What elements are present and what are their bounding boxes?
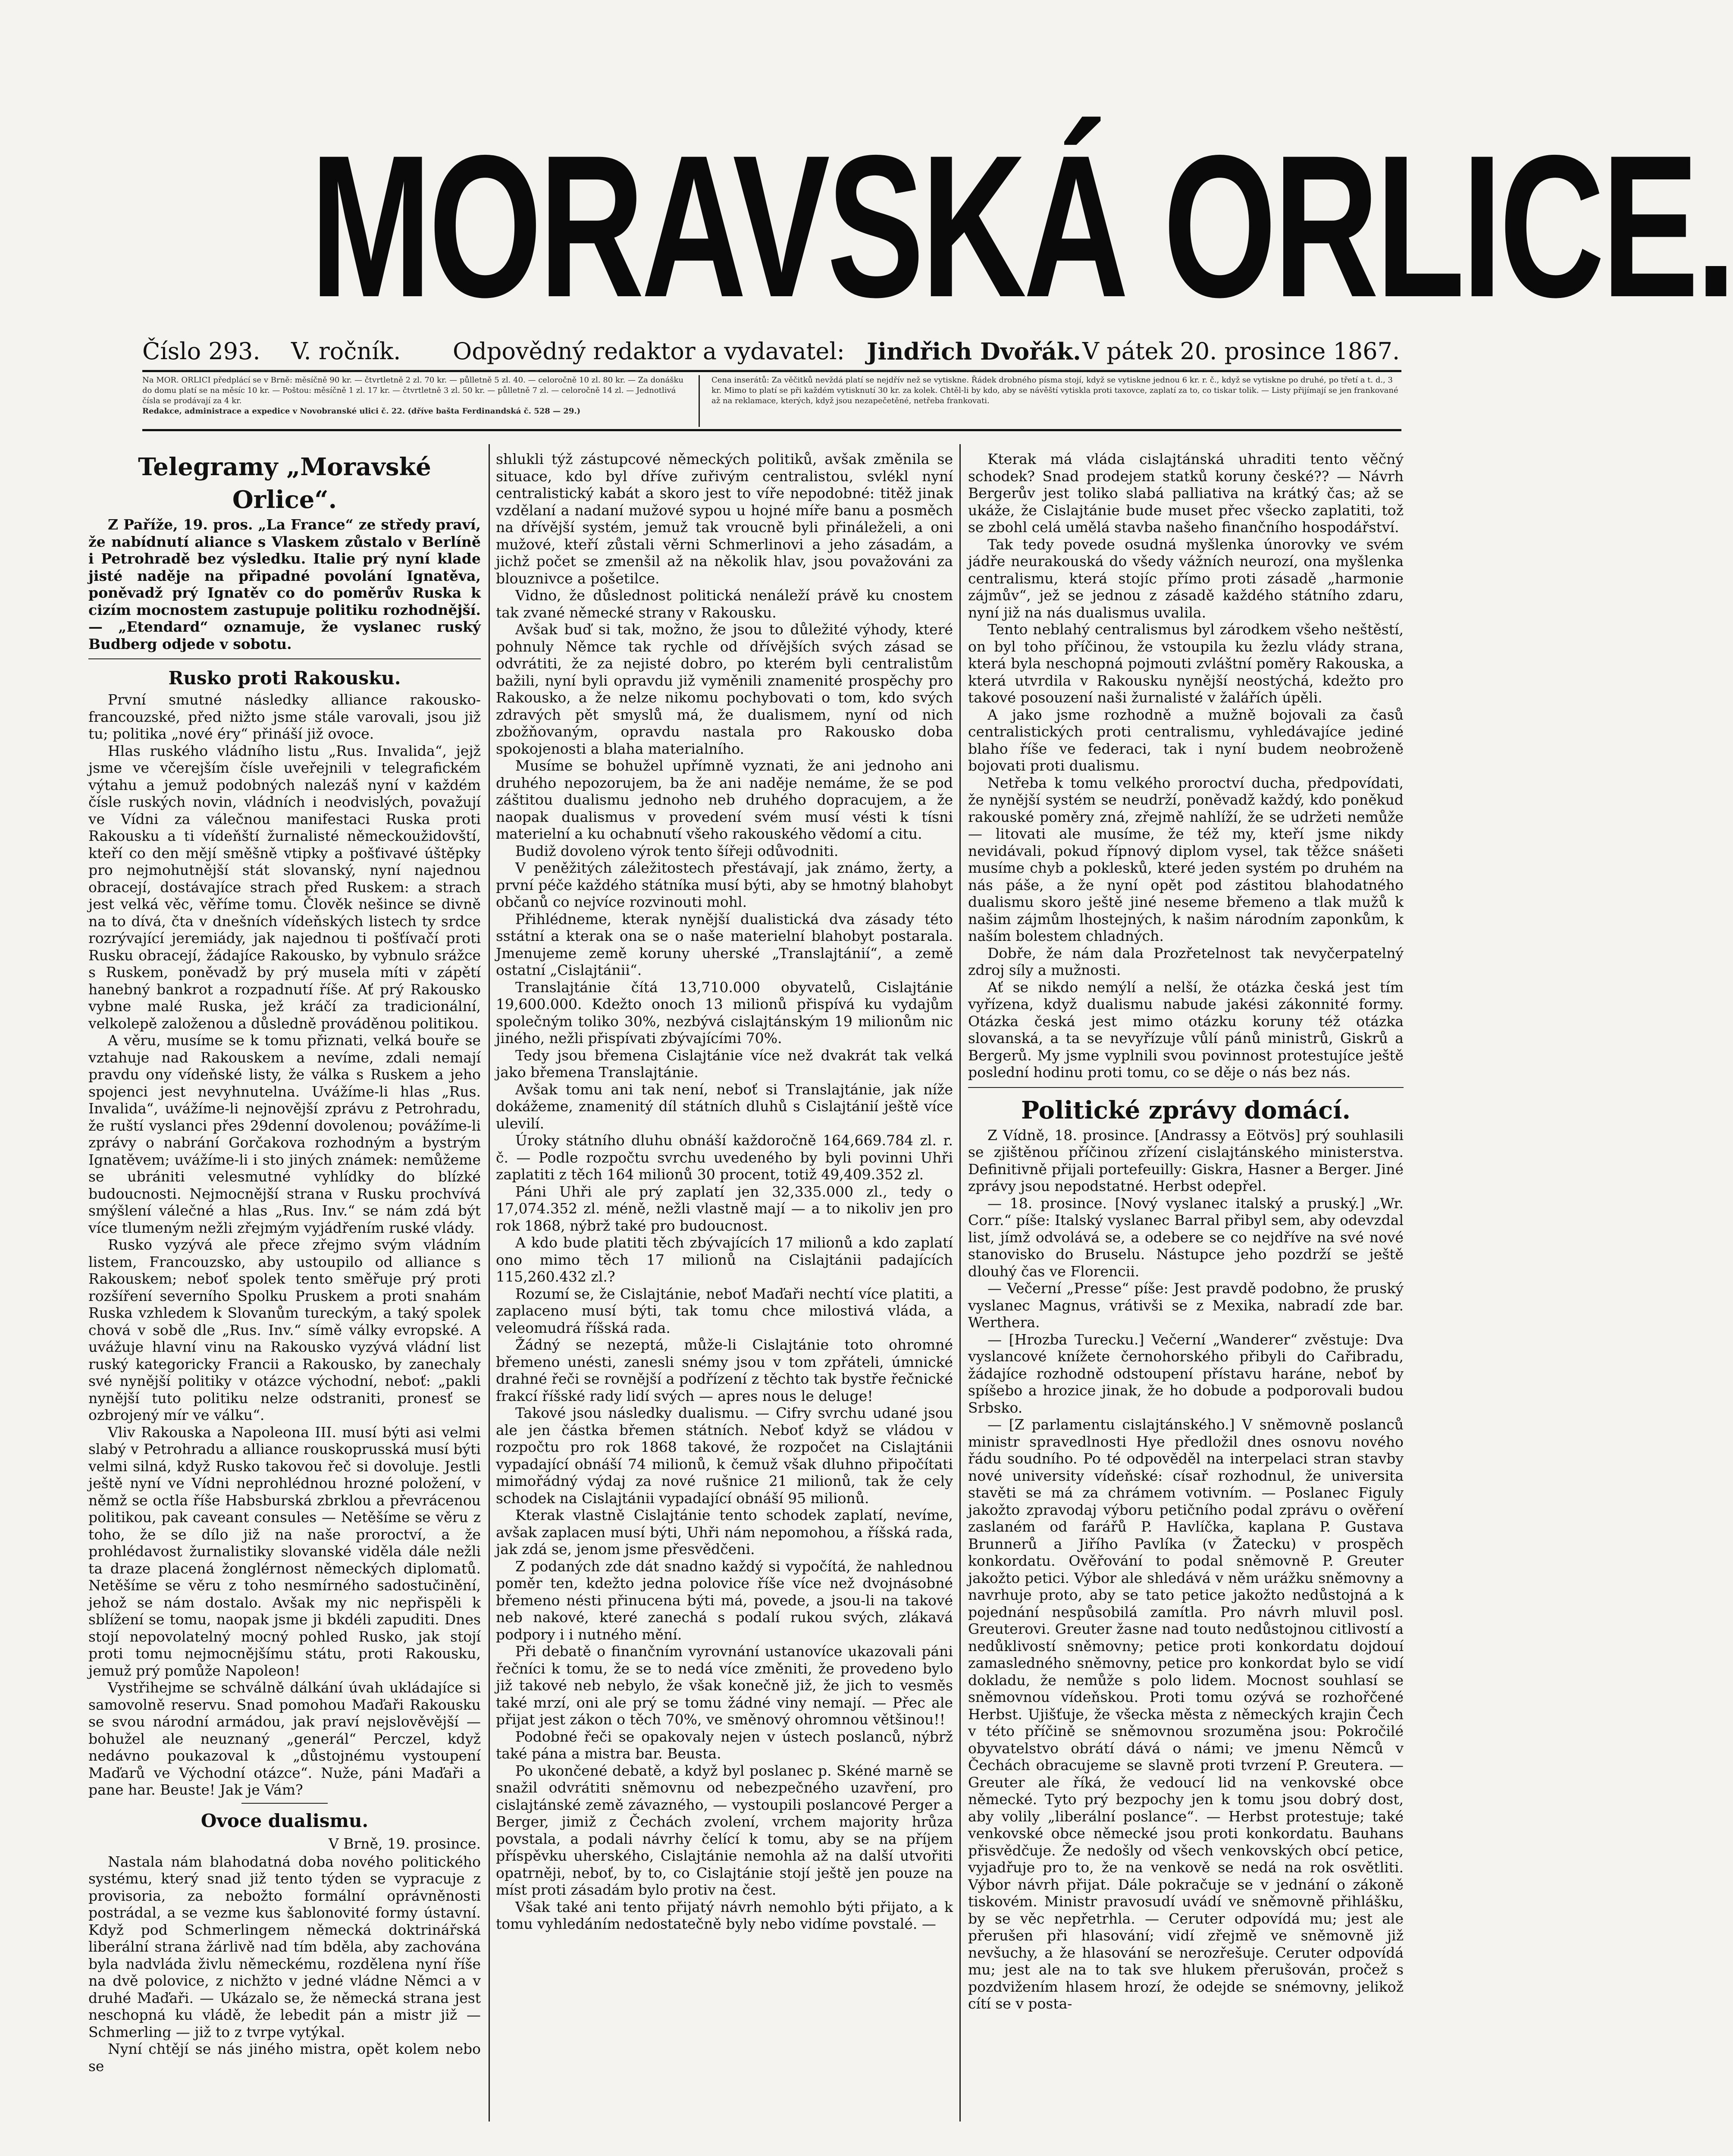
column-2 (496, 451, 953, 2124)
section-rule (968, 1087, 1404, 1088)
article-paragraph: Úroky státního dluhu obnáší každoročně 164,669.784 zl. r. č. — Podle rozpočtu svrchu uvedeného by byli povinni Uhři zaplatiti z těch 164 milionů 30 procent, totiž 49,409.352 zl. (496, 1132, 953, 1183)
office-address: Redakce, administrace a expedice v Novobranské ulici č. 22. (dříve bašta Ferdinandská č. 528 — 29.) (142, 407, 581, 416)
article-paragraph: Dobře, že nám dala Prozřetelnost tak nevyčerpatelný zdroj síly a mužnosti. (968, 944, 1404, 978)
issue-date: V pátek 20. prosince 1867. (1082, 338, 1400, 365)
header-top-rule (142, 370, 1401, 372)
article-paragraph: Kterak vlastně Cislajtánie tento schodek zaplatí, nevíme, avšak zaplacen musí býti, Uhři nám nepomohou, a říšská rada, jak zdá se, jenom jsme přesvědčeni. (496, 1507, 953, 1557)
column-3 (968, 451, 1404, 2124)
volume: V. ročník. (291, 338, 401, 365)
article-paragraph: První smutné následky alliance rakousko-francouzské, před nižto jsme stále varovali, jsou již tu; politika „nové éry“ přináší již ovoce. (88, 691, 481, 742)
article-paragraph: Žádný se nezeptá, může-li Cislajtánie toto ohromné břemeno unésti, zanesli snémy jsou v tom zpřáteli, úmnické drahné řeči se rovnější a podřízení z těchto tak bystře řečnické frakcí říšské rady lidí svých — apres nous le deluge! (496, 1336, 953, 1404)
subscription-text: Na MOR. ORLICI předplácí se v Brně: měsíčně 90 kr. — čtvrtletně 2 zl. 70 kr. — půlletně 5 zl. 40. — celoročně 10 zl. 80 kr. — Za donášku do domu platí se na měsíc 10 kr. — Poštou: měsíčně 1 zl. 17 kr. — čtvrtletně 3 zl. 50 kr. — půlletně 7 zl. — celoročně 14 zl. — Jednotlivá čísla se prodávají za 4 kr. (142, 376, 684, 405)
article-paragraph: V peněžitých záležitostech přestávají, jak známo, žerty, a první péče každého státníka musí býti, aby se hmotný blahobyt občanů co nejvíce rozvinouti mohl. (496, 859, 953, 910)
article-paragraph: Avšak buď si tak, možno, že jsou to důležité výhody, které pohnuly Němce tak rychle od dřívějších svých zásad se odvrátiti, že za nejisté dobro, po kterém byli centralistům bažili, nyní byli opravdu již vyměnili znamenité prospěchy pro Rakousko, a že nelze nikomu pochybovati o tom, kdo svých zdravých pět smyslů má, že dualismem, nyní od nich zbožňovaným, opravdu nastala pro Rakousko doba spokojenosti a blaha materialního. (496, 621, 953, 757)
article-paragraph: Budiž dovoleno výrok tento šířeji odůvodniti. (515, 842, 839, 859)
subscription-info (142, 375, 686, 427)
article-paragraph: A jako jsme rozhodně a mužně bojovali za časů centralistických proti centralismu, vyhledávajíce jediné blaho říše ve federaci, tak i nyní budem neobroženě bojovati proti dualismu. (968, 706, 1404, 774)
subinfo-divider (699, 375, 700, 427)
article-paragraph: Takové jsou následky dualismu. — Cifry svrchu udané jsou ale jen částka břemen státních. Neboť když se vládou v rozpočtu pro rok 1868 takové, že rozpočet na Cislajtánii vypadající obnáší 74 milionů, k čemuž však dluhno připočítati mimořádný výdaj za nové rušnice 21 milionů, tak že cely schodek na Cislajtánii vypadající obnáší 95 milionů. (496, 1404, 953, 1507)
article-paragraph: Musíme se bohužel upřímně vyznati, že ani jednoho ani druhého nepozorujem, ba že ani naděje nemáme, že se pod záštitou dualismu jednoho neb druhého dopracujem, a že naopak dualismus v provedení svém musí vésti k tísni materielní a ku ochabnutí všeho rakouského vědomí a citu. (496, 757, 953, 842)
dateline: V Brně, 19. prosince. (328, 1835, 481, 1852)
telegram-text: Z Paříže, 19. pros. „La France“ ze středy praví, že nabídnutí aliance s Vlaskem zůstalo v Berlíně i Petrohradě bez výsledku. Italie prý nyní klade jisté naděje na připadné povolání Ignatěva, poněvadž prý Ignatěv co do poměrův Ruska k cizím mocnostem zastupuje politiku rozhodnější. — „Etendard“ oznamuje, že vyslanec ruský Budberg odjede v sobotu. (88, 516, 481, 652)
article-paragraph: — [Z parlamentu cislajtánského.] V sněmovně poslanců ministr spravedlnosti Hye předložil dnes osnovu nového řádu soudního. Po té odpověděl na interpelaci stran stavby nové university vídeňské: císař rozhodnul, že universita stavěti se má za chrámem votivním. — Poslanec Figuly jakožto zpravodaj výboru petičního podal zprávu o ověření zaslaném od farářů P. Havlíčka, kaplana P. Gustava Brunnerů a Jiřího Pavlíka (v Žatecku) v prospěch konkordatu. Ověřování to podal sněmovně P. Greuter jakožto petici. Výbor ale shledává v něm urážku sněmovny a navrhuje proto, aby se tato petice jakožto nedůstojná a k pojednání nespůsobilá zamítla. Pro návrh mluvil posl. Greuterovi. Greuter žasne nad touto nedůstojnou citlivostí a nedůklivostí sněmovny; petice proti konkordatu dojdouí zamasledného sněmovny, petice pro konkordat bylo se vidí dokladu, že nemůže s polo lidem. Mocnost souhlasí se sněmovnou vídeňskou. Proti tomu ozývá se rozhořčené Herbst. Ujišťuje, že všecka města z německých krajin Čech v této příčině se sněmovnou srozuměna jsou: Pokročilé obyvatelstvo obrátí dává o námi; ve jmenu Němců v Čechách obracujeme se slavně proti tvrzení P. Greutera. — Greuter ale říká, že vedoucí lid na venkovské obce německé. Tyto prý bezpochy jen k tomu jsou dobrý dost, aby volily „liberální poslance“. — Herbst protestuje; také venkovské obce německé jsou proti konkordatu. Bauhans přisvědčuje. Že nedošly od všech venkovských obcí petice, vyjadřuje pro to, že na venkově se nedá na rok osvětliti. Výbor návrh přijat. Dále pokračuje se v jednání o zákoně tiskovém. Ministr pravosudí uvádí ve sněmovně přihlášku, by se věc nepřetrhla. — Ceruter odpovídá mu; jest ale přerušen při hlasování; vidí zřejmě ve sněmovně již nevšuchy, a že hlasování se nerozřešuje. Ceruter odpovídá mu; jest ale na to tak sve hlukem přerušován, pročež s pozdvižením hlasem hrozí, že odejde se snémovny, jelikož cítí se v posta- (968, 1416, 1404, 2012)
issue-info-bar (142, 334, 1401, 369)
article-paragraph: — 18. prosince. [Nový vyslanec italský a pruský.] „Wr. Corr.“ píše: Italský vyslanec Barral přibyl sem, aby odevzdal list, jímž odvolává se, a odebere se co nejdříve na své nové stanovisko do Bruselu. Nástupce jeho pozdrží se ještě dlouhý čas ve Florencii. (968, 1194, 1404, 1280)
article-paragraph: Hlas ruského vládního listu „Rus. Invalida“, jejž jsme ve včerejším čísle uveřejnili v telegrafickém výtahu a jemuž podobných nalezáš nyní v každém čísle ruských novin, vládních i neodvislých, považují ve Vídni za válečnou manifestaci Ruska proti Rakousku a ti vídeňští žurnalisté německoužidovští, kteří co den mějí směšně vtipky a pošťivavé úštěpky pro nejmohutnější stát slovanský, nyní najednou obracejí, dostávajíce strach před Ruskem: a strach jest velká věc, věříme tomu. Člověk nešince se divně na to dívá, čta v dnešních vídeňských listech ty srdce rozrývající jeremiády, jak najednou ti pošťívačí proti Rusku obracejí, žádajíce Rakousko, by vybnulo srážce s Ruskem, poněvadž by prý musela míti v zápětí hanebný bankrot a rozpadnutí říše. Ať prý Rakousko vybne malé Ruska, jež kráčí za tradicionální, velkolepě založenou a důsledně prováděnou politikou. (88, 742, 481, 1032)
article-paragraph: Však také ani tento přijatý návrh nemohlo býti přijato, a k tomu vyhledáním nedostatečně byly nebo vidíme povstalé. — (496, 1898, 953, 1932)
issue-number: Číslo 293. (142, 338, 260, 365)
article-paragraph: A věru, musíme se k tomu přiznati, velká bouře se vztahuje nad Rakouskem a nevíme, zdali nemají pravdu ony vídeňské listy, že válka s Ruskem a jeho spojenci jest nevyhnutelna. Uvážíme-li hlas „Rus. Invalida“, uvážíme-li nejnovější zprávu z Petrohradu, že ruští vyslanci přes 29denní dovolenou; povážíme-li zprávy o nabrání Gorčakova rozhodným a bystrým Ignatěvem; uvážíme-li i sto jiných známek: nemůžeme se ubrániti velesmutné vyhlídky do blízké budoucnosti. Nejmocnější strana v Rusku prochvívá smýšlení válečné a hlas „Rus. Inv.“ se nám zdá být více tlumeným nežli zřejmým vyjádřením ruské vlády. (88, 1032, 481, 1236)
article-paragraph: Ať se nikdo nemýlí a nelší, že otázka česká jest tím vyřízena, když dualismu nabude jakési zákonnité formy. Otázka česká jest mimo otázku koruny též otázka slovanská, a ta se nevyřízuje vůlí pánů ministrů, Giskrů a Bergerů. My jsme vyplnili svou povinnost protestujíce ještě poslední hodinu proti tomu, co se děje o nás bez nás. (968, 978, 1404, 1081)
article-paragraph: Při debatě o finančním vyrovnání ustanovíce ukazovali páni řečníci k tomu, že se to nedá více změniti, že provedeno bylo již takové neb nebylo, že však konečně již, že jich to vesměs také mrzí, oni ale prý se tomu žádné viny nemají. — Přec ale přijat jest zákon o těch 70%, ve směnový ohromnou většinou!! (496, 1643, 953, 1728)
article-paragraph: Kterak má vláda cislajtánská uhraditi tento věčný schodek? Snad prodejem statků koruny české?? — Návrh Bergerův jest toliko slabá palliativa na krátký čas; až se ukáže, že Cislajtánie bude muset přec všecko zaplatiti, tož se zbohl celá umělá stavba našeho finančního hospodářství. (968, 451, 1404, 536)
editor-name: Jindřich Dvořák. (867, 338, 1081, 365)
column-1 (88, 451, 481, 2124)
article-paragraph: — [Hrozba Turecku.] Večerní „Wanderer“ zvěstuje: Dva vyslancové knížete černohorského přibyli do Cařibradu, žádajíce rozhodně odstoupení přístavu haráne, neboť by spíšebo a hrozice jinak, že ho dobude a podporovali budou Srbsko. (968, 1331, 1404, 1416)
article-paragraph: Vidno, že důslednost politická nenáleží právě ku cnostem tak zvané německé strany v Rakousku. (496, 587, 953, 621)
article-paragraph: Rozumí se, že Cislajtánie, neboť Maďaři nechtí více platiti, a zaplaceno musí býti, tak tomu chce milostivá vláda, a veleomudrá říšská rada. (496, 1285, 953, 1336)
article-paragraph: Rusko vyzývá ale přece zřejmo svým vládním listem, Francouzsko, aby ustoupilo od alliance s Rakouskem; neboť spolek tento směřuje prý proti rozšíření severního Spolku Pruskem a proti snahám Ruska vzhledem k Slovanům tureckým, a taký spolek chová v sobě dle „Rus. Inv.“ símě války evropské. A uvážuje hlavní vinu na Rakousko vyzývá vládní list ruský kategoricky Francii a Rakousko, by zanechaly své nynější politiky v otázce východní, neboť: „pakli nynější tuto politiku nelze odstraniti, pronesť se ozbrojený mír ve válku“. (88, 1236, 481, 1423)
article-paragraph: Po ukončené debatě, a když byl poslanec p. Skéné marně se snažil odvrátiti sněmovnu od nebezpečného uzavření, pro cislajtánské země závazného, — vystoupili poslancové Perger a Berger, jimiž z Čechách zvolení, vrchem majority hrůza povstala, a podali návrhy čelící k tomu, aby se na příjem příspěvku uherského, Cislajtánie nemohla až na další utvořiti opatrněji, neboť, by to, co Cislajtánie stojí ještě jen pouze na míst proti zásadám bylo protiv na čest. (496, 1762, 953, 1898)
article-heading-rusko: Rusko proti Rakousku. (168, 667, 401, 689)
column-divider-2 (959, 444, 961, 2122)
article-paragraph: Páni Uhři ale prý zaplatí jen 32,335.000 zl., tedy o 17,074.352 zl. méně, nežli vlastně mají — a to nikoliv jen pro rok 1868, nýbrž také pro budoucnost. (496, 1183, 953, 1234)
article-paragraph: Netřeba k tomu velkého proroctví ducha, předpovídati, že nynější systém se neudrží, poněvadž každý, kdo poněkud rakouské poměry zná, zřejmě nahlíží, že se udržeti nemůže — litovati ale musíme, že též my, kteří jsme nikdy nevidávali, pokud řípnový diplom vysel, tak těžce snášeti musíme chyb a poklesků, které jeden systém po druhém na nás páše, a že nyní opět pod zástitou blahodatného dualismu skoro ještě jiné neseme břemeno a tlak mužů k našim zájmům lhostejných, k našim národním zaponkům, k naším bolestem chladných. (968, 774, 1404, 944)
masthead-title: MORAVSKÁ ORLICE. (310, 113, 1733, 339)
article-paragraph: Z podaných zde dát snadno každý si vypočítá, že nahlednou poměr ten, kdežto jedna polovice říše více než dvojnásobné břemeno nésti přinucena býti má, povede, a jsou-li na takové neb nakové, které zanechá s podalí rukou svých, zlákavá podpory i i nutného mění. (496, 1557, 953, 1643)
column-divider-1 (489, 444, 490, 2122)
article-paragraph: Tento neblahý centralismus byl zárodkem všeho neštěstí, on byl toho příčinou, že vstoupila ku žezlu vlády strana, která byla neschopná pojmouti zvláštní poměry Rakouska, a která utvrdila v Rakousku nynější neostýchá, kdežto pro takové posouzení naši žurnalisté v žalářích úpěli. (968, 621, 1404, 706)
article-paragraph: Translajtánie čítá 13,710.000 obyvatelů, Cislajtánie 19,600.000. Kdežto onoch 13 milionů přispívá ku vydajům společným toliko 30%, nezbývá cislajtánským 19 milionům nic jiného, nežli přispívati zbývajícími 70%. (496, 978, 953, 1047)
section-rule (241, 1803, 328, 1804)
article-paragraph: A kdo bude platiti těch zbývajících 17 milionů a kdo zaplatí ono mimo těch 17 milionů na Cislajtánii padajících 115,260.432 zl.? (496, 1234, 953, 1285)
ads-info: Cena inserátů: Za věčitků nevždá platí se nejdřív než se vytiskne. Řádek drobného písma stojí, když se vytiskne jednou 6 kr. r. č., když se vytiskne po druhé, po třetí a t. d., 3 kr. Mimo to platí se při každém vytisknutí 30 kr. za kolek. Chtěl-li by kdo, aby se návěští vytiskla proti taxovce, zaplatí za to, co tiskar tolik. — Listy přijímají se jen frankované až na reklamace, kterých, když jsou nezapečetěné, netřeba frankovati. (711, 376, 1398, 405)
article-paragraph: — Večerní „Presse“ píše: Jest pravdě podobno, že pruský vyslanec Magnus, vrátivši se z Mexika, nabradí zde bar. Werthera. (968, 1280, 1404, 1331)
telegram-heading: Telegramy „Moravské Orlice“. (138, 453, 431, 514)
article-paragraph: Avšak tomu ani tak není, neboť si Translajtánie, jak níže dokážeme, znamenitý díl státních dluhů s Cislajtánií ještě více ulevilí. (496, 1081, 953, 1132)
article-paragraph: Podobné řeči se opakovaly nejen v ústech poslanců, nýbrž také pána a mistra bar. Beusta. (496, 1728, 953, 1762)
article-paragraph: Vystřihejme se schválně dálkání úvah ukládajíce si samovolně reservu. Snad pomohou Maďaři Rakousku se svou národní armádou, jak praví nejslověvější — bohužel ale neuznaný „generál“ Perczel, když nedávno poukazoval k „důstojnému vystoupení Maďarů ve Východní otázce“. Nuže, páni Maďaři a pane har. Beuste! Jak je Vám? (88, 1679, 481, 1798)
article-heading-politicke: Politické zprávy domácí. (1021, 1096, 1351, 1125)
editor-label: Odpovědný redaktor a vydavatel: (453, 338, 845, 365)
section-rule (88, 658, 481, 659)
article-paragraph: shlukli týž zástupcové německých politiků, avšak změnila se situace, kdo byl dříve zuřivým centralistou, svlékl nyní centralistický kabát a skoro jest to víře nepodobné: titěž jinak vzdělaní a nadaní mužové sypou u hojné míře banu a posměch na dřívější systém, jemuž tak vroucně byli přináleželi, a oni mužové, kteří zůstali věrni Schmerlinovi a jeho zásadám, a jichž počet se zmenšil až na několik hlav, jsou považováni za blouznivce a pošetilce. (496, 451, 953, 587)
article-heading-ovoce: Ovoce dualismu. (201, 1810, 369, 1831)
article-paragraph: Vliv Rakouska a Napoleona III. musí býti asi velmi slabý v Petrohradu a alliance rouskoprusská musí býti velmi silná, když Rusko takovou řeč si dovoluje. Jestli ještě nyní ve Vídni neprohlédnou hrozné položení, v němž se octla říše Habsburská zbrklou a převrácenou politikou, pak caveant consules — Netěšíme se věru z toho, že se dílo již na naše proroctví, a že prohlédavost žurnalistiky slovanské viděla dále nežli ta draze placená žonglérnost německých diplomatů. Netěšíme se věru z toho nesmírného sadostučinění, jehož se nám dostalo. Avšak my nic nepřispěli k sblížení se tomu, naopak jsme ji bkdéli zapuditi. Dnes stojí nepovolatelný mocný pohled Rusko, jak stojí proti tomu nejmocnějšímu státu, proti Rakousku, jemuž prý pomůže Napoleon! (88, 1423, 481, 1679)
article-paragraph: Přihlédneme, kterak nynější dualistická dva zásady této sstátní a kterak ona se o naše materielní blahobyt postarala. Jmenujeme země koruny uherské „Translajtánií“, a země ostatní „Cislajtánii“. (496, 910, 953, 978)
header-bottom-rule (142, 429, 1401, 431)
article-paragraph: Z Vídně, 18. prosince. [Andrassy a Eötvös] prý souhlasili se zjištěnou příčinou zřízení cislajtánského ministerstva. Definitivně přijali portefeuilly: Giskra, Hasner a Berger. Jiné zprávy jsou nepodstatné. Herbst odepřel. (968, 1126, 1404, 1194)
article-paragraph: Nastala nám blahodatná doba nového politického systému, který snad již tento týden se vypracuje z provisoria, za nebožto formální oprávněnosti postrádal, a se vezme kus šablonovité formy ústavní. Když pod Schmerlingem německá doktrinářská liberální strana žárlivě nad tím bděla, aby zachována byla nadvláda živlu německému, rozdělena nyní říše na dvě polovice, z nichžto v jedné vládne Němci a v druhé Maďaři. — Ukázalo se, že německá strana jest neschopná ku vládě, že lebedit pán a mistr již — Schmerling — již to z tvrpe vytýkal. (88, 1853, 481, 2040)
article-paragraph: Tedy jsou břemena Cislajtánie více než dvakrát tak velká jako břemena Translajtánie. (496, 1047, 953, 1081)
article-paragraph: Tak tedy povede osudná myšlenka únorovky ve svém jádře neurakouská do všedy vážních neurozí, ona myšlenka centralismu, která stojíc přímo proti zásadě „harmonie zájmův“, jež se jednou z zásadě každého státního zdaru, nyní již na nás dualismus uvalila. (968, 536, 1404, 621)
article-paragraph: Nyní chtějí se nás jiného mistra, opět kolem nebo se (88, 2040, 481, 2075)
